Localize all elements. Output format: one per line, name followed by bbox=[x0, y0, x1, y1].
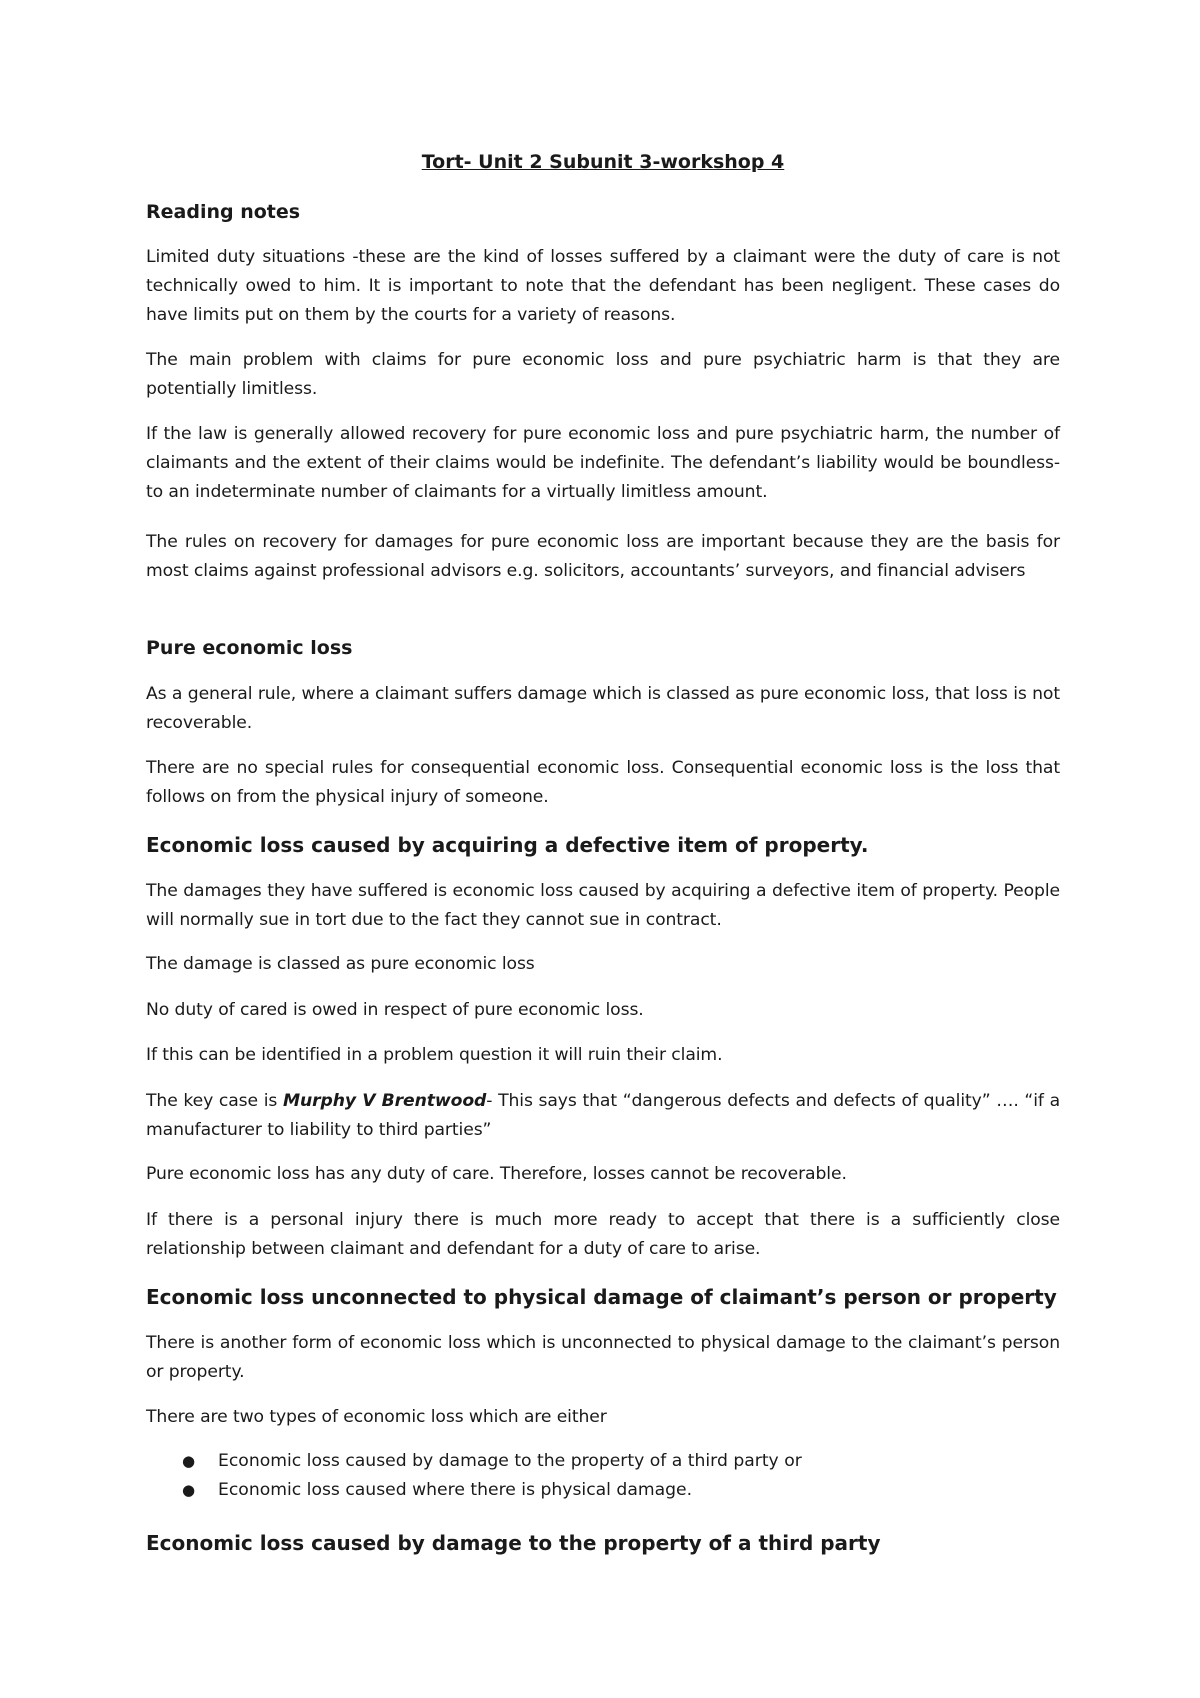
paragraph: There are no special rules for consequential economic loss. Consequential economic loss is the loss that follows on from the physical injury of someone. bbox=[146, 758, 1060, 807]
key-case-intro: The key case is bbox=[146, 1091, 283, 1111]
paragraph: The rules on recovery for damages for pure economic loss are important because they are the basis for most claims against professional advisors e.g. solicitors, accountants’ surveyors, and financial advisers bbox=[146, 532, 1060, 581]
reading-notes-heading: Reading notes bbox=[146, 201, 301, 223]
bullet-list bbox=[146, 1447, 1060, 1505]
document-title: Tort- Unit 2 Subunit 3-workshop 4 bbox=[421, 151, 785, 173]
list-item-text: Economic loss caused by damage to the property of a third party or bbox=[218, 1451, 802, 1471]
unconnected-heading: Economic loss unconnected to physical damage of claimant’s person or property bbox=[146, 1285, 1057, 1309]
key-case-quote: - This says that “dangerous defects and defects of quality” …. “if a manufacturer to liability to third parties” bbox=[146, 1091, 1060, 1140]
paragraph: There are two types of economic loss which are either bbox=[146, 1407, 607, 1427]
list-item bbox=[146, 1447, 1060, 1476]
paragraph: Pure economic loss has any duty of care. Therefore, losses cannot be recoverable. bbox=[146, 1164, 847, 1184]
paragraph: The damage is classed as pure economic loss bbox=[146, 954, 535, 974]
paragraph: If this can be identified in a problem question it will ruin their claim. bbox=[146, 1045, 723, 1065]
paragraph: Limited duty situations -these are the kind of losses suffered by a claimant were the duty of care is not technically owed to him. It is important to note that the defendant has been negligent. These cases do have limits put on them by the courts for a variety of reasons. bbox=[146, 247, 1060, 325]
paragraph: If the law is generally allowed recovery for pure economic loss and pure psychiatric harm, the number of claimants and the extent of their claims would be indefinite. The defendant’s liability would be boundless- to an indeterminate number of claimants for a virtually limitless amount. bbox=[146, 424, 1060, 502]
bullet-icon: ● bbox=[182, 1452, 196, 1470]
defective-property-heading: Economic loss caused by acquiring a defective item of property. bbox=[146, 833, 869, 857]
list-item bbox=[146, 1476, 1060, 1505]
case-name: Murphy V Brentwood bbox=[283, 1091, 487, 1111]
paragraph: The damages they have suffered is economic loss caused by acquiring a defective item of property. People will normally sue in tort due to the fact they cannot sue in contract. bbox=[146, 881, 1060, 930]
paragraph: The main problem with claims for pure economic loss and pure psychiatric harm is that they are potentially limitless. bbox=[146, 350, 1060, 399]
key-case-paragraph bbox=[146, 1087, 1060, 1145]
paragraph: No duty of cared is owed in respect of pure economic loss. bbox=[146, 1000, 644, 1020]
paragraph: As a general rule, where a claimant suffers damage which is classed as pure economic loss, that loss is not recoverable. bbox=[146, 684, 1060, 733]
paragraph: There is another form of economic loss which is unconnected to physical damage to the claimant’s person or property. bbox=[146, 1333, 1060, 1382]
bullet-icon: ● bbox=[182, 1481, 196, 1499]
third-party-heading: Economic loss caused by damage to the property of a third party bbox=[146, 1531, 881, 1555]
paragraph: If there is a personal injury there is much more ready to accept that there is a sufficiently close relationship between claimant and defendant for a duty of care to arise. bbox=[146, 1210, 1060, 1259]
list-item-text: Economic loss caused where there is physical damage. bbox=[218, 1480, 693, 1500]
pure-economic-loss-heading: Pure economic loss bbox=[146, 637, 353, 659]
